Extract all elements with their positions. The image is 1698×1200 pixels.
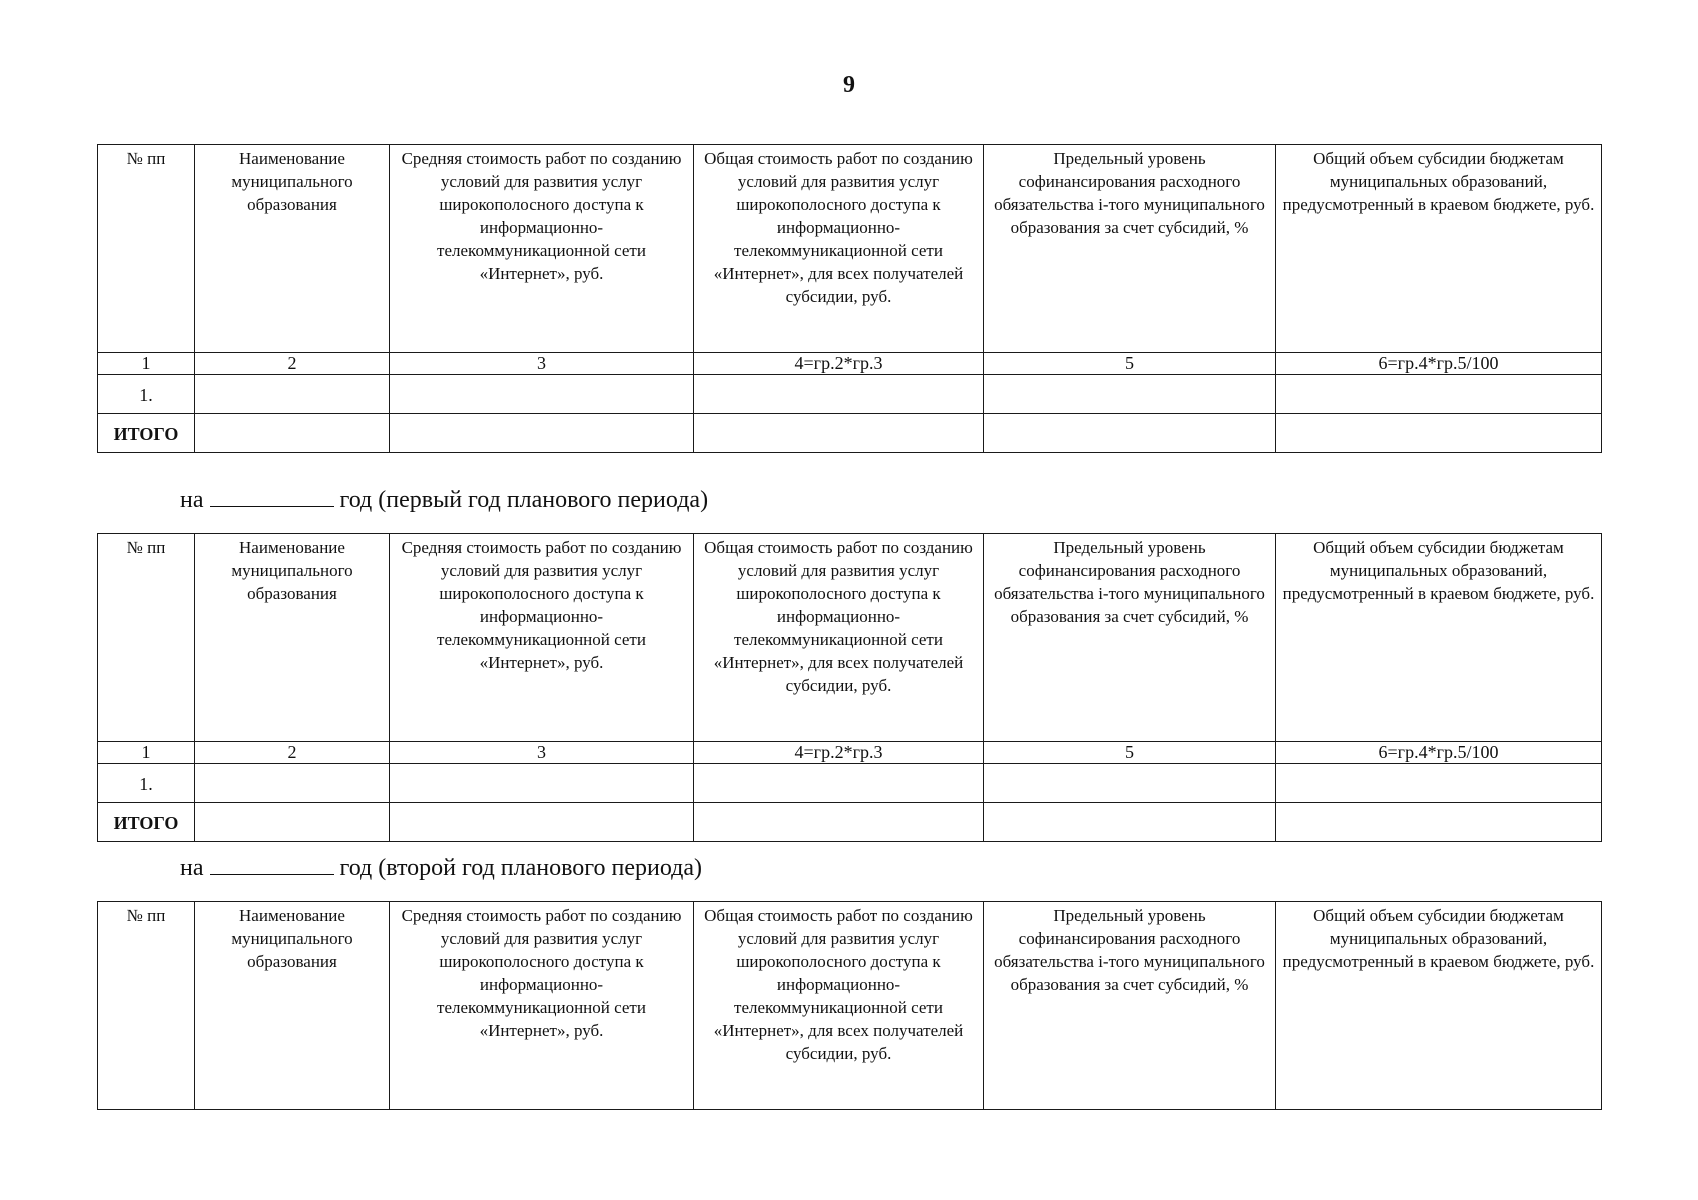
year-blank-line [210,854,334,875]
col-header-average-cost: Средняя стоимость работ по созданию условий для развития услуг широкополосного доступа к информационно-телекоммуникационной сети «Интернет», руб. [390,145,694,353]
empty-cell [390,764,694,803]
empty-cell [984,375,1276,414]
empty-cell [984,803,1276,842]
col-header-cofinancing-level: Предельный уровень софинансирования расходного обязательства i-того муниципального образования за счет субсидий, % [984,534,1276,742]
table-row [98,764,1602,803]
empty-cell [195,375,390,414]
col-number: 2 [195,353,390,375]
col-number: 6=гр.4*гр.5/100 [1276,742,1602,764]
empty-cell [694,375,984,414]
col-number: 5 [984,353,1276,375]
subsidy-table-first-planning-year [97,533,1602,842]
col-header-number: № пп [98,902,195,1110]
empty-cell [1276,375,1602,414]
col-header-subsidy-volume: Общий объем субсидии бюджетам муниципальных образований, предусмотренный в краевом бюджете, руб. [1276,534,1602,742]
subsidy-table-current-year [97,144,1602,453]
total-row [98,414,1602,453]
table-header-row [98,902,1602,1110]
col-number: 2 [195,742,390,764]
column-numbers-row [98,742,1602,764]
table-header-row [98,145,1602,353]
col-header-total-cost: Общая стоимость работ по созданию условий для развития услуг широкополосного доступа к информационно-телекоммуникационной сети «Интернет», для всех получателей субсидии, руб. [694,145,984,353]
col-number: 6=гр.4*гр.5/100 [1276,353,1602,375]
col-header-average-cost: Средняя стоимость работ по созданию условий для развития услуг широкополосного доступа к информационно-телекоммуникационной сети «Интернет», руб. [390,534,694,742]
total-label: ИТОГО [98,414,195,453]
heading-first-planning-year [180,486,708,514]
empty-cell [195,414,390,453]
heading-second-planning-year [180,854,702,882]
empty-cell [984,764,1276,803]
col-header-municipality: Наименование муниципального образования [195,534,390,742]
heading-prefix: на [180,487,204,513]
col-header-total-cost: Общая стоимость работ по созданию условий для развития услуг широкополосного доступа к информационно-телекоммуникационной сети «Интернет», для всех получателей субсидии, руб. [694,902,984,1110]
col-number: 1 [98,353,195,375]
empty-cell [390,375,694,414]
empty-cell [1276,803,1602,842]
row-number: 1. [98,375,195,414]
col-header-cofinancing-level: Предельный уровень софинансирования расходного обязательства i-того муниципального образования за счет субсидий, % [984,902,1276,1110]
col-header-number: № пп [98,145,195,353]
total-label: ИТОГО [98,803,195,842]
col-header-subsidy-volume: Общий объем субсидии бюджетам муниципальных образований, предусмотренный в краевом бюджете, руб. [1276,145,1602,353]
year-blank-line [210,486,334,507]
empty-cell [195,764,390,803]
total-row [98,803,1602,842]
page-number: 9 [843,72,855,98]
empty-cell [390,414,694,453]
heading-prefix: на [180,855,204,881]
empty-cell [195,803,390,842]
col-number: 3 [390,742,694,764]
heading-suffix: год (второй год планового периода) [339,855,703,881]
table-header-row [98,534,1602,742]
col-header-cofinancing-level: Предельный уровень софинансирования расходного обязательства i-того муниципального образования за счет субсидий, % [984,145,1276,353]
empty-cell [390,803,694,842]
column-numbers-row [98,353,1602,375]
table-row [98,375,1602,414]
col-number: 4=гр.2*гр.3 [694,353,984,375]
subsidy-table-second-planning-year [97,901,1602,1110]
empty-cell [1276,414,1602,453]
empty-cell [984,414,1276,453]
heading-suffix: год (первый год планового периода) [339,487,709,513]
col-header-average-cost: Средняя стоимость работ по созданию условий для развития услуг широкополосного доступа к информационно-телекоммуникационной сети «Интернет», руб. [390,902,694,1110]
empty-cell [1276,764,1602,803]
col-number: 3 [390,353,694,375]
empty-cell [694,803,984,842]
empty-cell [694,764,984,803]
col-header-municipality: Наименование муниципального образования [195,902,390,1110]
empty-cell [694,414,984,453]
col-header-subsidy-volume: Общий объем субсидии бюджетам муниципальных образований, предусмотренный в краевом бюджете, руб. [1276,902,1602,1110]
col-number: 5 [984,742,1276,764]
col-number: 4=гр.2*гр.3 [694,742,984,764]
col-header-number: № пп [98,534,195,742]
col-header-municipality: Наименование муниципального образования [195,145,390,353]
col-number: 1 [98,742,195,764]
row-number: 1. [98,764,195,803]
col-header-total-cost: Общая стоимость работ по созданию условий для развития услуг широкополосного доступа к информационно-телекоммуникационной сети «Интернет», для всех получателей субсидии, руб. [694,534,984,742]
